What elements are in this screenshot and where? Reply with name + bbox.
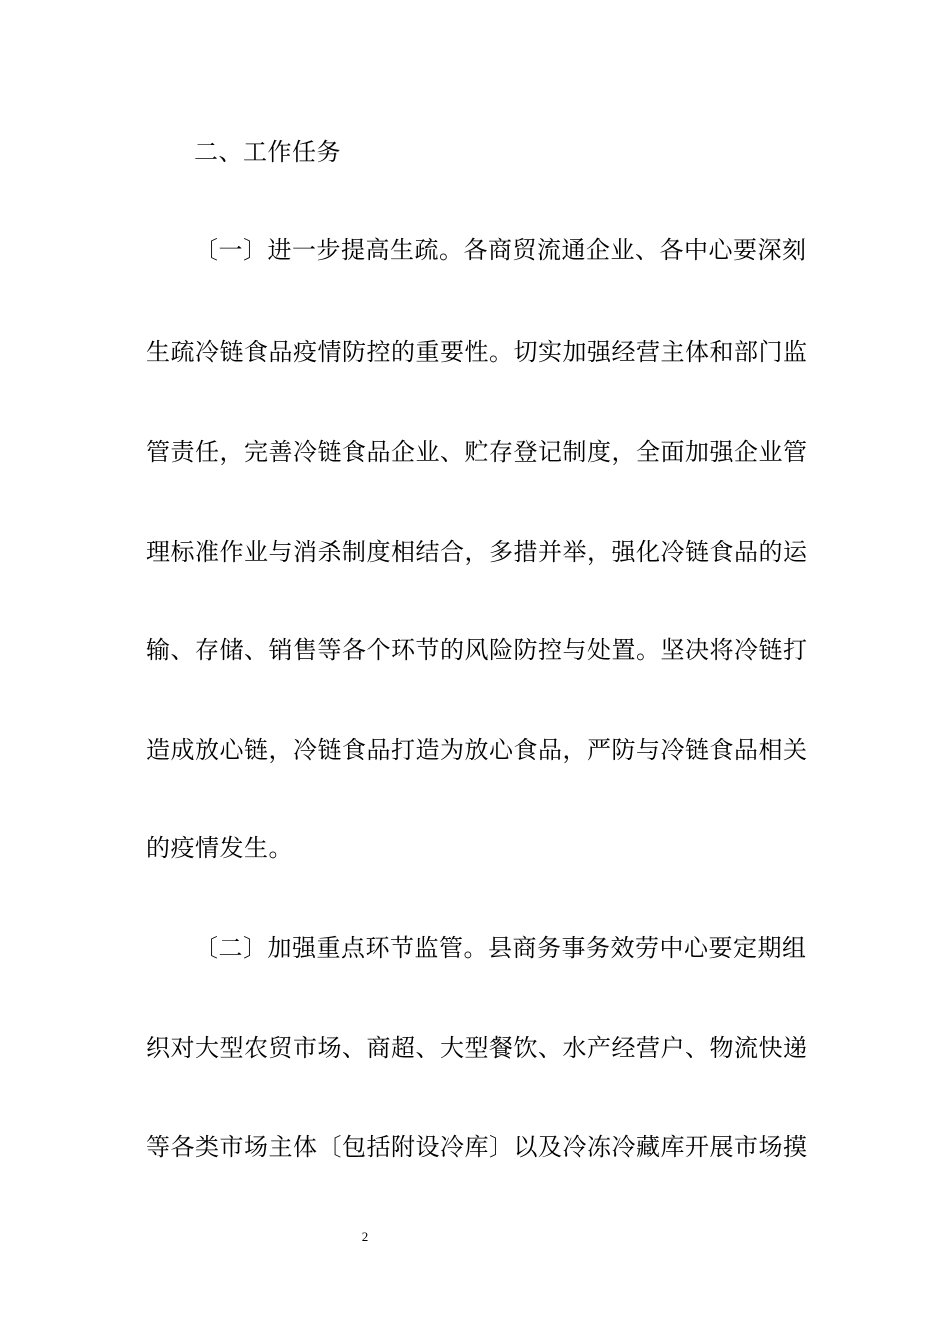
paragraph-line: 〔一〕进一步提高生疏。各商贸流通企业、各中心要深刻 bbox=[194, 236, 807, 264]
section-heading: 二、工作任务 bbox=[194, 138, 341, 166]
paragraph-line: 生疏冷链食品疫情防控的重要性。切实加强经营主体和部门监 bbox=[146, 338, 808, 366]
paragraph-line: 等各类市场主体〔包括附设冷库〕以及冷冻冷藏库开展市场摸 bbox=[146, 1133, 808, 1161]
paragraph-line: 造成放心链，冷链食品打造为放心食品，严防与冷链食品相关 bbox=[146, 736, 808, 764]
paragraph-line: 输、存储、销售等各个环节的风险防控与处置。坚决将冷链打 bbox=[146, 636, 808, 664]
page-number: 2 bbox=[361, 1229, 369, 1244]
paragraph-line: 〔二〕加强重点环节监管。县商务事务效劳中心要定期组 bbox=[194, 934, 807, 962]
paragraph-line: 管责任，完善冷链食品企业、贮存登记制度，全面加强企业管 bbox=[146, 438, 808, 466]
paragraph-line: 织对大型农贸市场、商超、大型餐饮、水产经营户、物流快递 bbox=[146, 1034, 808, 1062]
paragraph-line: 的疫情发生。 bbox=[146, 834, 293, 862]
paragraph-line: 理标准作业与消杀制度相结合，多措并举，强化冷链食品的运 bbox=[146, 538, 808, 566]
